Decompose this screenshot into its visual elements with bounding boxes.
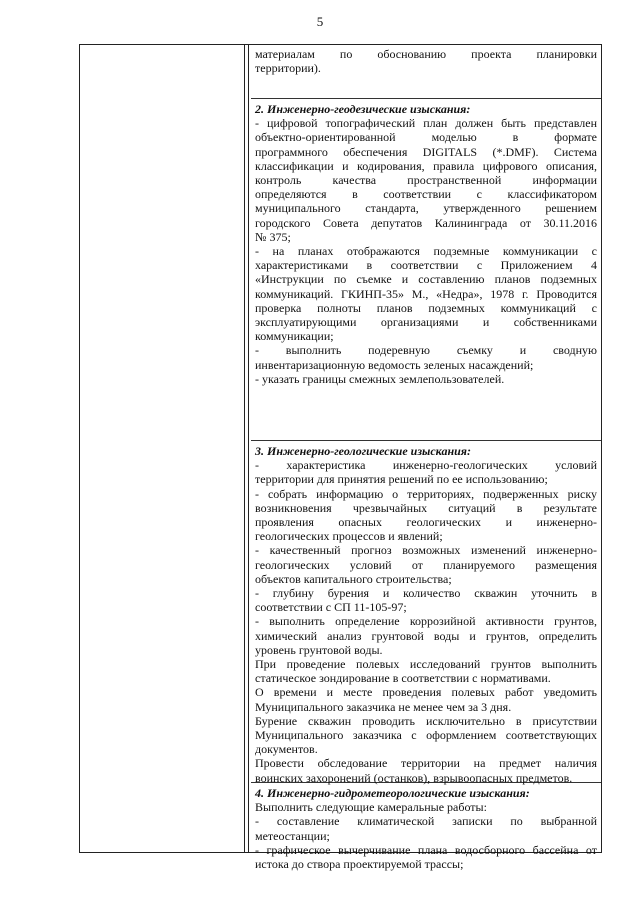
text-line: Выполнить следующие камеральные работы: — [255, 800, 487, 815]
text-line: - указать границы смежных землепользователей. — [255, 371, 505, 386]
text-line: - характеристика инженерно-геологических условий — [255, 458, 597, 473]
text-line: территории для принятия решений по ее использованию; — [255, 472, 548, 487]
text-line: Муниципального заказчика с оформлением соответствующих — [255, 728, 597, 743]
text-line: муниципального стандарта, утвержденного решением — [255, 201, 597, 216]
text-line: возникновения чрезвычайных ситуаций в результате — [255, 500, 597, 515]
text-line: объектов капитального строительства; — [255, 571, 452, 586]
text-line: геологических процессов и явлений; — [255, 529, 443, 544]
text-line: метеостанции; — [255, 828, 330, 843]
text-line: характеристиками в соответствии с Приложением 4 — [255, 258, 597, 273]
section-heading: 3. Инженерно-геологические изыскания: — [255, 444, 471, 458]
text-line: территории). — [255, 61, 321, 76]
page-number: 5 — [316, 14, 324, 29]
text-line: - выполнить определение коррозийной активности грунтов, — [255, 614, 597, 629]
continuation-block — [251, 45, 601, 99]
text-line: Бурение скважин проводить исключительно в присутствии — [255, 713, 597, 728]
requirements-table — [79, 44, 602, 872]
table-right-column — [251, 45, 601, 872]
text-line: проявления опасных геологических и инженерно- — [255, 515, 597, 530]
text-line: - выполнить подеревную съемку и сводную — [255, 343, 597, 358]
text-line: - составление климатической записки по выбранной — [255, 814, 597, 829]
text-line: документов. — [255, 742, 318, 757]
text-line: статическое зондирование в соответствии с нормативами. — [255, 671, 551, 686]
text-line: программного обеспечения DIGITALS (*.DMF). Система — [255, 144, 597, 159]
text-line: городского Совета депутатов Калининграда от 30.11.2016 — [255, 215, 597, 230]
text-line: № 375; — [255, 229, 291, 244]
text-line: О времени и месте проведения полевых работ уведомить — [255, 685, 597, 700]
column-divider — [244, 45, 245, 852]
text-line: - глубину бурения и количество скважин уточнить в — [255, 586, 597, 601]
text-line: - на планах отображаются подземные коммуникации с — [255, 244, 597, 259]
text-line: При проведение полевых исследований грунтов выполнить — [255, 657, 597, 672]
section-heading: 4. Инженерно-гидрометеорологические изыскания: — [255, 786, 530, 800]
text-line: - графическое вычерчивание плана водосборного бассейна от — [255, 842, 597, 857]
text-line: соответствии с СП 11-105-97; — [255, 600, 407, 615]
text-line: - цифровой топографический план должен быть представлен — [255, 116, 597, 131]
table-left-column — [80, 45, 249, 852]
text-line: Муниципального заказчика не менее чем за 3 дня. — [255, 699, 512, 714]
text-line: уровень грунтовой воды. — [255, 642, 383, 657]
text-line: воинских захоронений (останков), взрывоопасных предметов. — [255, 770, 573, 785]
section-hydrometeorological — [251, 783, 601, 871]
text-line: инвентаризационную ведомость зеленых насаждений; — [255, 357, 534, 372]
section-geological — [251, 441, 601, 783]
text-line: классификации и кодирования, правила цифрового описания, — [255, 158, 597, 173]
section-heading: 2. Инженерно-геодезические изыскания: — [255, 102, 471, 116]
text-line: химический анализ грунтовой воды и грунтов, определить — [255, 628, 597, 643]
text-line: проверка полноты планов подземных коммуникаций с — [255, 300, 597, 315]
text-line: Провести обследование территории на предмет наличия — [255, 756, 597, 771]
text-line: истока до створа проектируемой трассы; — [255, 857, 464, 872]
text-line: коммуникации; — [255, 329, 334, 344]
text-line: материалам по обоснованию проекта планировки — [255, 47, 597, 61]
text-line: - собрать информацию о территориях, подверженных риску — [255, 486, 597, 501]
text-line: коммуникаций. ГКИНП-35» М., «Недра», 1978 г. Проводится — [255, 286, 597, 301]
text-line: эксплуатирующими организациями и собственниками — [255, 315, 597, 330]
text-line: определяются в соответствии с классификатором — [255, 187, 597, 202]
text-line: «Инструкции по съемке и составлению планов подземных — [255, 272, 597, 287]
text-line: геологических условий от планируемого размещения — [255, 557, 597, 572]
text-line: - качественный прогноз возможных изменений инженерно- — [255, 543, 597, 558]
text-line: объектно-ориентированной моделью в формате — [255, 130, 597, 145]
section-geodetic — [251, 99, 601, 441]
text-line: контроль качества пространственной информации — [255, 173, 597, 188]
